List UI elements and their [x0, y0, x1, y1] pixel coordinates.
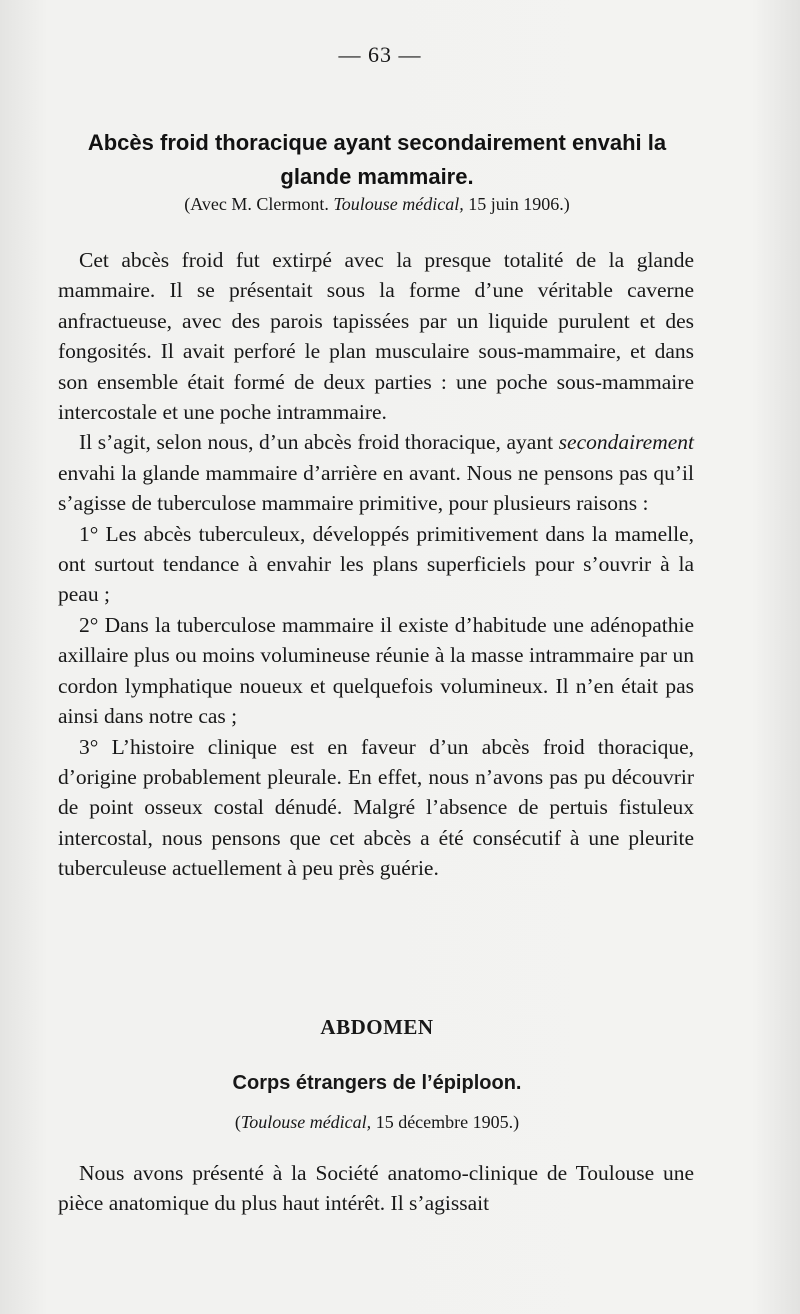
- article-citation: [56, 1112, 698, 1133]
- citation-open: (: [234, 1112, 241, 1132]
- section-heading: ABDOMEN: [320, 1015, 434, 1039]
- citation-journal: Toulouse médical,: [240, 1112, 372, 1132]
- article-citation: [56, 194, 698, 215]
- article-body: [58, 245, 694, 884]
- article-title: Corps étrangers de l’épiploon.: [232, 1072, 522, 1094]
- article-body: [58, 1158, 694, 1219]
- paragraph: Cet abcès froid fut extirpé avec la presque totalité de la glande mammaire. Il se présentait sous la forme d’une véritable caverne anfractueuse, avec des parois tapissées par un liquide purulent et des fongosités. Il avait perforé le plan musculaire sous-mammaire, et dans son ensemble était formé de deux parties : une poche sous-mammaire intercostale et une poche intrammaire.: [58, 248, 694, 425]
- paragraph-text: Il s’agit, selon nous, d’un abcès froid thoracique, ayant: [79, 430, 559, 455]
- page-number: — 63 —: [338, 42, 422, 67]
- citation-date: 15 juin 1906.): [463, 194, 570, 214]
- paragraph: Nous avons présenté à la Société anatomo-clinique de Toulouse une pièce anatomique du plus haut intérêt. Il s’agissait: [58, 1161, 694, 1216]
- paragraph: [58, 427, 694, 518]
- citation-journal: Toulouse médical,: [333, 194, 464, 214]
- paragraph: 3° L’histoire clinique est en faveur d’un abcès froid thoracique, d’origine probablement pleurale. En effet, nous n’avons pas pu découvrir de point osseux costal dénudé. Malgré l’absence de pertuis fistuleux intercostal, nous pensons que cet abcès a été consécutif à une pleurite tuberculeuse actuellement à peu près guérie.: [58, 734, 694, 881]
- paragraph-text: envahi la glande mammaire d’arrière en avant. Nous ne pensons pas qu’il s’agisse de tuberculose mammaire primitive, pour plusieurs raisons :: [58, 460, 694, 516]
- paragraph: 1° Les abcès tuberculeux, développés primitivement dans la mamelle, ont surtout tendance à envahir les plans superficiels pour s’ouvrir à la peau ;: [58, 521, 694, 607]
- citation-open: (Avec M. Clermont.: [184, 194, 334, 214]
- article-title: Abcès froid thoracique ayant secondairement envahi la glande mammaire.: [87, 130, 667, 189]
- paragraph-italic: secondairement: [558, 430, 694, 455]
- paragraph: 2° Dans la tuberculose mammaire il existe d’habitude une adénopathie axillaire plus ou moins volumineuse réunie à la masse intrammaire par un cordon lymphatique noueux et quelquefois volumineux. Il n’en était pas ainsi dans notre cas ;: [58, 612, 694, 729]
- citation-date: 15 décembre 1905.): [371, 1112, 520, 1132]
